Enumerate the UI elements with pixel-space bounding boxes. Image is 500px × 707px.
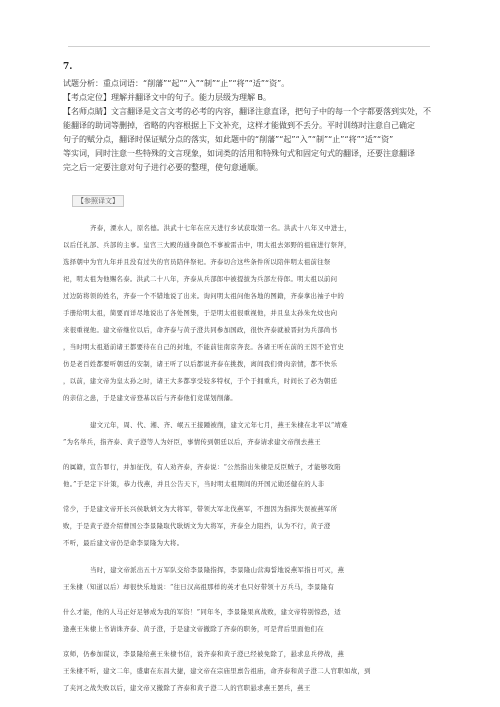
translation-line: 建文元年，周、代、湘、齐、岷五王接踵被削，建文元年七月，燕王朱棣在北平以“靖难	[90, 421, 348, 429]
analysis-line: 句子的赋分点，翻译时保证赋分点的落实，如此题中的“削藩”“起”“入”“制”“止”“将”“适”“资”	[63, 135, 394, 144]
translation-line: ，当时明太祖逝前诸王都要待在自己的封地，不能前往南京奔丧。各诸王听在前的王因不论官史	[63, 343, 345, 351]
translation-line: 常少，于是建文帝开长兴侯耿炳文为大将军，带领大军北伐燕军，不想因为指挥失误被燕军所	[63, 505, 338, 513]
translation-line: 什么才能，他的人马正好足够成为我的军资！”同年冬，李景隆果真战败，建文帝特别惊恐，适	[63, 608, 341, 616]
translation-tag: 【参照译文】	[72, 195, 124, 207]
translation-line: 他。”于是定下计策，恭力伐燕，并且公告天下，当时明太祖期间的开国元勋还健在的人非	[63, 480, 325, 488]
translation-line: 手册给明太祖，简要而详尽地说出了各处图集，于是明太祖很重视他，并且皇太孙朱允炆也向	[63, 309, 338, 317]
translation-line: 不听，最后建文帝仍是命李景隆为大将。	[63, 539, 184, 547]
analysis-line: 完之后一定要注意对句子进行必要的整理，使句意通顺。	[63, 163, 263, 172]
translation-line: 京师，仍参加谋议，李景隆给燕王朱棣书信，说齐泰和黄子澄已经被免除了，悬求息兵停战，燕	[63, 650, 345, 658]
translation-line: 选择朝中为官九年并且没有过失的官员陪伴祭祀。齐泰切合这些条件所以陪伴明太祖前往祭	[63, 258, 331, 266]
translation-line: 当时，建文帝派出五十万军队交给李景隆指挥，李景隆山营海誓地说燕军指日可灭，燕	[90, 566, 345, 574]
translation-line: 了夹河之战失败以后，建文帝又撤除了齐泰和黄子澄二人的官职悬求燕王罢兵，燕王	[63, 684, 311, 692]
question-number: 7.	[63, 62, 73, 72]
analysis-line: 【名师点睛】文言翻译是文言文考的必考的内容，翻译注意直译，把句子中的每一个字都要落到实处，不	[63, 107, 431, 116]
translation-line: ”为名举兵，指齐泰、黄子澄等人为奸臣，事情传到朝廷以后，齐泰请求建文帝削去燕王	[63, 438, 321, 446]
translation-line: 以后任礼部、兵部的主事。皇宫三大殿的通身颜色不事被雷击中，明太祖去郊野的祖庙进行祭拜，	[63, 241, 351, 249]
translation-line: 的属籍，宣告罪行，并加征伐，有人劝齐泰，齐泰说：“公然指出朱棣是反臣贼子，才能够攻陷	[63, 463, 341, 471]
translation-line: 的亲信之患，于是建文帝登基以后与齐泰他们竞谋划削藩。	[63, 394, 237, 402]
translation-line: 王朱棣（知道以后）却很快乐地说：“往日汉高祖那样的英才也只好带领十万兵马，李景隆有	[63, 583, 335, 591]
translation-line: ，以前，建文帝为皇太孙之时，诸王大多都享受较多特权，于个于拥重兵，时间长了必为朝廷	[63, 377, 338, 385]
translation-line: 王朱棣不听，建文二年，盛庸在东昌大捷，建文帝在宗庙里禀告祖庙，命齐泰和黄子澄二人官职如故，到	[63, 667, 371, 675]
analysis-line: 【考点定位】理解并翻译文中的句子。能力层级为理解 B。	[63, 93, 272, 102]
translation-line: 祀，明太祖为他赐名泰。洪武二十八年，齐泰从兵部郎中被提拔为兵部左侍郎。明太祖以前问	[63, 275, 338, 283]
translation-line: 过边防将领的姓名，齐泰一个不错地说了出来。询问明太祖问他各地的图籍，齐泰拿出袖子中的	[63, 292, 345, 300]
translation-line: 仿是老百姓都要听朝廷的安制，诸王听了以后都说齐泰在挑拨，离间我们骨肉亲情，都不快乐	[63, 360, 338, 368]
analysis-line: 等实词，同时注意一些特殊的文言现象，如词类的活用和特殊句式和固定句式的翻译，还要注意翻译	[63, 149, 415, 158]
translation-line: 齐泰，溧水人，原名德。洪武十七年在应天进行乡试获取第一名。洪武十八年又中进士，	[90, 224, 351, 232]
translation-line: 来很重视他。建文帝继位以后，命齐泰与黄子澄共同参加国政，很快齐泰就被晋封为兵部尚书	[63, 326, 338, 334]
analysis-line: 能翻译的助词等删掉，省略的内容根据上下文补充，这样才能做到不丢分。平时训练时注意自己确定	[63, 121, 415, 130]
translation-line: 逢燕王朱棣上书请诛齐泰、黄子澄，于是建文帝撤除了齐泰的职务，可是背后里面他们在	[63, 625, 324, 633]
translation-line: 败，于是黄子澄介绍曹国公李景隆取代耿炳文为大将军，齐泰全力阻挡，认为不行，黄子澄	[63, 522, 331, 530]
analysis-line: 试题分析：重点词语：“削藩”“起”“入”“制”“止”“将”“适”“资”。	[63, 79, 290, 88]
top-rule	[68, 46, 430, 47]
